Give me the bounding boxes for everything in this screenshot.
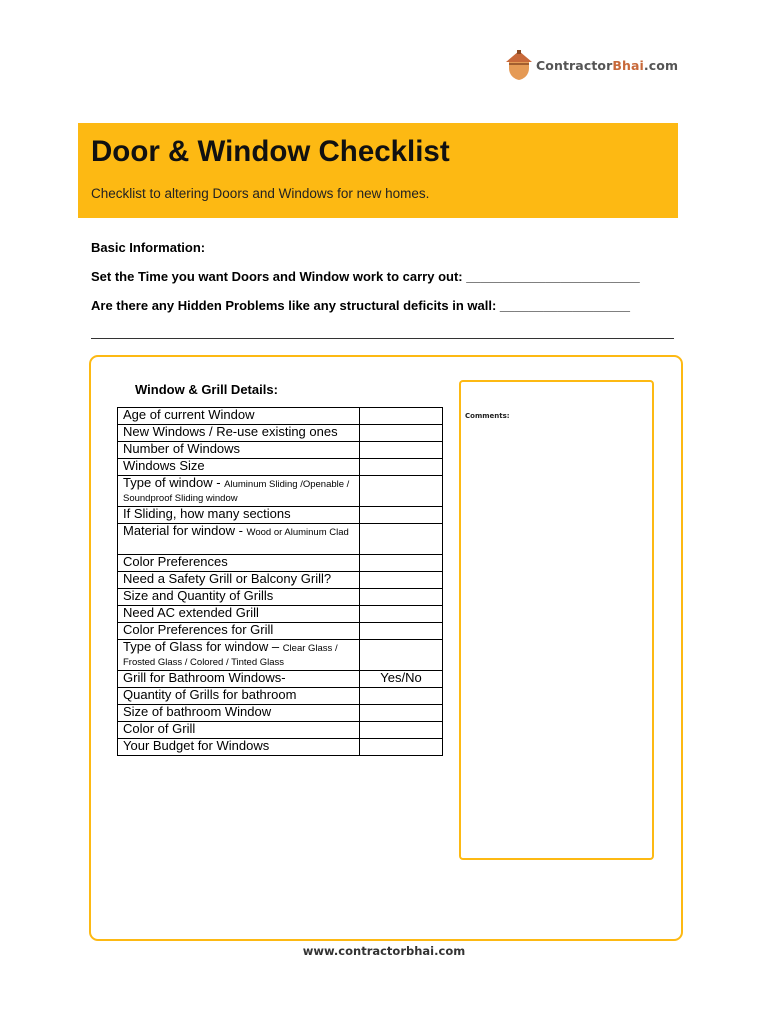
row-label-text: Material for window - xyxy=(123,523,247,538)
row-label-options: Aluminum Sliding /Openable / Soundproof Sliding window xyxy=(123,479,350,504)
row-label-text: Quantity of Grills for bathroom xyxy=(123,687,297,702)
row-value-cell[interactable] xyxy=(360,739,443,756)
hidden-problems-question: Are there any Hidden Problems like any structural deficits in wall: __________________ xyxy=(91,298,631,313)
table-row xyxy=(118,408,443,425)
row-label xyxy=(118,507,360,524)
row-label xyxy=(118,476,360,507)
comments-label: Comments: xyxy=(465,412,510,420)
table-row xyxy=(118,705,443,722)
row-label xyxy=(118,459,360,476)
row-label xyxy=(118,739,360,756)
row-label-text: New Windows / Re-use existing ones xyxy=(123,424,338,439)
table-row xyxy=(118,671,443,688)
row-value-cell[interactable] xyxy=(360,442,443,459)
basic-info-heading: Basic Information: xyxy=(91,240,206,255)
row-label xyxy=(118,589,360,606)
page-title: Door & Window Checklist xyxy=(91,135,450,168)
row-label-text: Your Budget for Windows xyxy=(123,738,270,753)
row-value-cell[interactable] xyxy=(360,524,443,555)
row-value-cell[interactable] xyxy=(360,688,443,705)
row-label-text: Grill for Bathroom Windows- xyxy=(123,670,286,685)
row-label-options: Clear Glass / Frosted Glass / Colored / Tinted Glass xyxy=(123,643,338,668)
row-value-cell[interactable] xyxy=(360,476,443,507)
row-label xyxy=(118,705,360,722)
brand-name: ContractorBhai.com xyxy=(536,57,679,73)
row-label xyxy=(118,524,360,555)
row-label xyxy=(118,425,360,442)
row-label-text: If Sliding, how many sections xyxy=(123,506,291,521)
table-row xyxy=(118,507,443,524)
table-row xyxy=(118,555,443,572)
row-label-text: Color Preferences for Grill xyxy=(123,622,274,637)
table-row xyxy=(118,722,443,739)
table-row xyxy=(118,425,443,442)
row-label-text: Need a Safety Grill or Balcony Grill? xyxy=(123,571,332,586)
row-label-text: Type of window - xyxy=(123,475,225,490)
row-label xyxy=(118,572,360,589)
table-row xyxy=(118,688,443,705)
row-label xyxy=(118,442,360,459)
table-row xyxy=(118,459,443,476)
table-row xyxy=(118,442,443,459)
row-label-text: Color of Grill xyxy=(123,721,196,736)
table-row xyxy=(118,623,443,640)
row-value-cell[interactable] xyxy=(360,459,443,476)
row-label xyxy=(118,722,360,739)
table-row xyxy=(118,589,443,606)
row-label-text: Size of bathroom Window xyxy=(123,704,272,719)
row-label xyxy=(118,623,360,640)
comments-box[interactable] xyxy=(459,380,654,860)
row-label xyxy=(118,688,360,705)
row-label-text: Type of Glass for window – xyxy=(123,639,283,654)
row-value-cell[interactable] xyxy=(360,507,443,524)
row-label-text: Windows Size xyxy=(123,458,205,473)
table-row xyxy=(118,640,443,671)
row-label xyxy=(118,606,360,623)
title-banner xyxy=(78,123,678,218)
row-value-cell[interactable] xyxy=(360,722,443,739)
row-value-cell[interactable] xyxy=(360,589,443,606)
time-question: Set the Time you want Doors and Window work to carry out: ________________________ xyxy=(91,269,640,284)
table-row xyxy=(118,572,443,589)
row-value-cell[interactable] xyxy=(360,640,443,671)
row-value-cell[interactable] xyxy=(360,705,443,722)
house-acorn-icon xyxy=(505,49,533,81)
grill-details-table xyxy=(117,407,443,756)
row-label-text: Age of current Window xyxy=(123,407,255,422)
row-label-text: Need AC extended Grill xyxy=(123,605,259,620)
footer-url: www.contractorbhai.com xyxy=(302,944,466,958)
row-value-cell[interactable] xyxy=(360,623,443,640)
row-value-cell[interactable] xyxy=(360,425,443,442)
table-row xyxy=(118,476,443,507)
answer-line xyxy=(91,338,674,339)
page-subtitle: Checklist to altering Doors and Windows for new homes. xyxy=(91,186,430,201)
table-row xyxy=(118,524,443,555)
row-label-text: Number of Windows xyxy=(123,441,241,456)
row-label-text: Size and Quantity of Grills xyxy=(123,588,274,603)
row-label xyxy=(118,408,360,425)
row-value-cell[interactable] xyxy=(360,555,443,572)
table-row xyxy=(118,739,443,756)
row-label xyxy=(118,671,360,688)
row-label xyxy=(118,555,360,572)
table-row xyxy=(118,606,443,623)
row-value-cell[interactable] xyxy=(360,408,443,425)
row-value-cell[interactable]: Yes/No xyxy=(360,671,443,688)
row-value-cell[interactable] xyxy=(360,572,443,589)
row-label xyxy=(118,640,360,671)
row-value-cell[interactable] xyxy=(360,606,443,623)
brand-logo xyxy=(505,49,678,81)
row-label-options: Wood or Aluminum Clad xyxy=(246,527,349,538)
grill-details-heading: Window & Grill Details: xyxy=(135,382,278,397)
row-label-text: Color Preferences xyxy=(123,554,228,569)
